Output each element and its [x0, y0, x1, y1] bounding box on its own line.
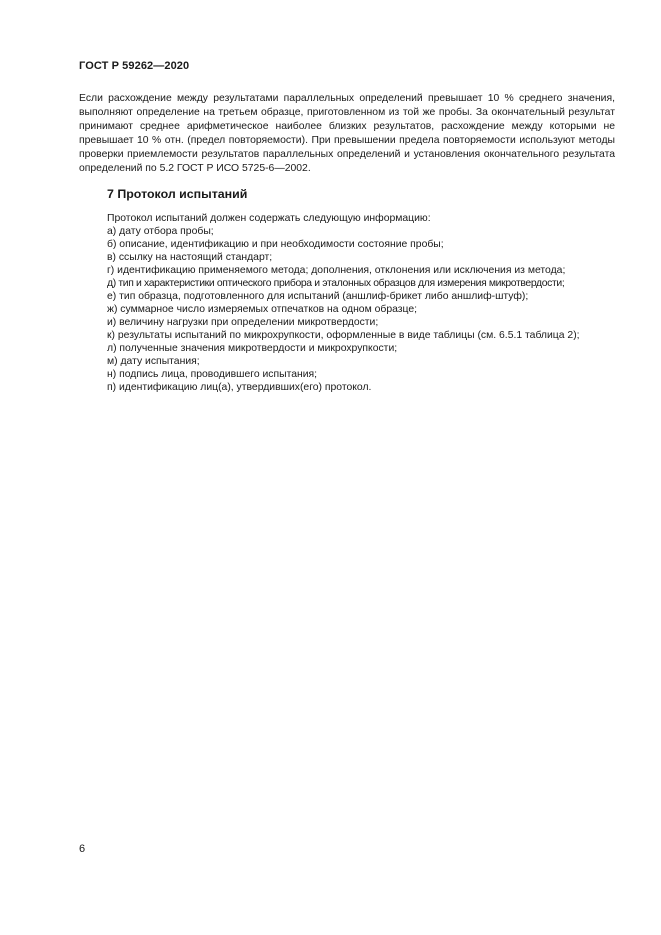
document-header: ГОСТ Р 59262—2020 [79, 60, 190, 72]
list-item: д) тип и характеристики оптического прибора и эталонных образцов для измерения микротвердости; [107, 278, 565, 289]
list-item: к) результаты испытаний по микрохрупкости, оформленные в виде таблицы (см. 6.5.1 таблица 2); [107, 330, 580, 341]
list-item: п) идентификацию лиц(а), утвердивших(его) протокол. [107, 382, 372, 393]
section-intro: Протокол испытаний должен содержать следующую информацию: [107, 213, 431, 224]
list-item: и) величину нагрузки при определении микротвердости; [107, 317, 379, 328]
list-item: г) идентификацию применяемого метода; дополнения, отклонения или исключения из метода; [107, 265, 566, 276]
paragraph-repeatability: Если расхождение между результатами параллельных определений превышает 10 % среднего значения, выполняют определение на третьем образце, приготовленном из той же пробы. За окончательный результат принимают среднее арифметическое наиболее близких результатов, расхождение между которыми не превышает 10 % отн. (предел повторяемости). При превышении предела повторяемости используют методы проверки приемлемости результатов параллельных определений и установления окончательного результата определений по 5.2 ГОСТ Р ИСО 5725-6—2002. [79, 93, 615, 174]
protocol-requirements-list [107, 225, 615, 394]
list-item: л) полученные значения микротвердости и микрохрупкости; [107, 343, 398, 354]
list-item: е) тип образца, подготовленного для испытаний (аншлиф-брикет либо аншлиф-штуф); [107, 291, 529, 302]
list-item: м) дату испытания; [107, 356, 200, 367]
list-item: н) подпись лица, проводившего испытания; [107, 369, 318, 380]
page-number: 6 [79, 843, 86, 855]
section-title: 7 Протокол испытаний [107, 187, 248, 201]
list-item: ж) суммарное число измеряемых отпечатков на одном образце; [107, 304, 418, 315]
list-item: в) ссылку на настоящий стандарт; [107, 252, 273, 263]
list-item: а) дату отбора пробы; [107, 226, 214, 237]
list-item: б) описание, идентификацию и при необходимости состояние пробы; [107, 239, 444, 250]
